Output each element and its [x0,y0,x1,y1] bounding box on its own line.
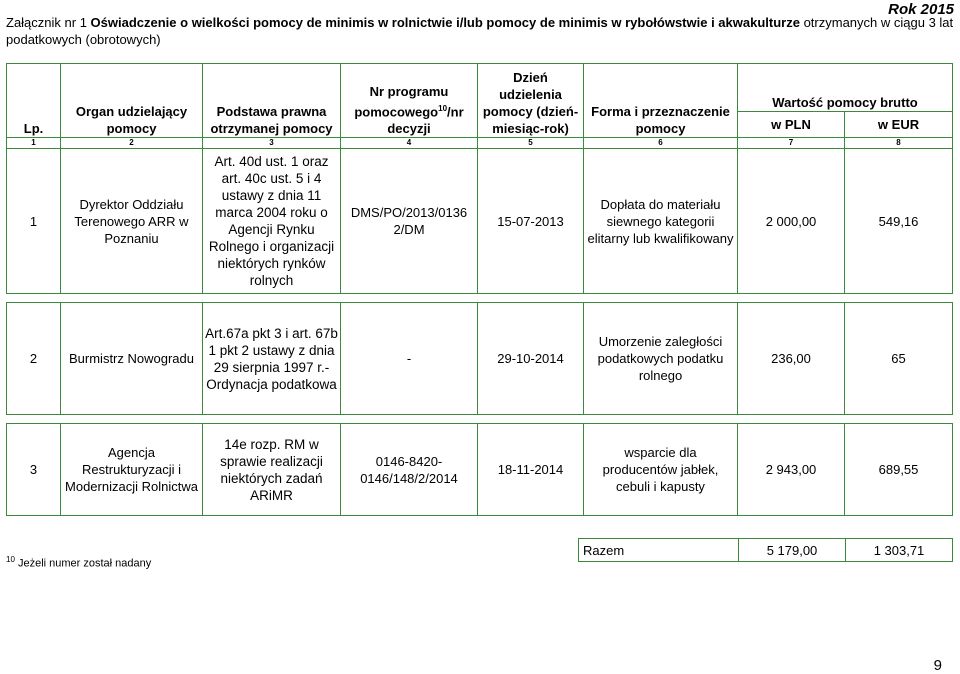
column-numbers-row [7,138,953,149]
header-nr-programu-b: /nr decyzji [387,104,464,136]
cell-pln: 236,00 [738,303,845,415]
sum-table [578,538,953,562]
page-number: 9 [933,657,942,674]
header-lp: Lp. [7,64,61,138]
column-number: 2 [61,138,203,149]
column-number: 8 [845,138,953,149]
cell-organ: Agencja Restrukturyzacji i Modernizacji Rolnictwa [61,424,203,516]
header-wartosc: Wartość pomocy brutto [738,64,953,112]
footnote [6,555,151,570]
separator-row [7,415,953,424]
header-podstawa: Podstawa prawna otrzymanej pomocy [203,64,341,138]
sum-eur: 1 303,71 [846,539,953,562]
cell-nr: 0146-8420-0146/148/2/2014 [341,424,478,516]
sum-pln: 5 179,00 [739,539,846,562]
de-minimis-table [6,63,953,516]
header-nr-programu-sup: 10 [438,103,448,113]
column-number: 5 [478,138,584,149]
cell-pln: 2 000,00 [738,149,845,294]
table-row [7,303,953,415]
column-number: 4 [341,138,478,149]
column-number: 7 [738,138,845,149]
cell-forma: wsparcie dla producentów jabłek, cebuli i kapusty [584,424,738,516]
cell-eur: 549,16 [845,149,953,294]
cell-nr: DMS/PO/2013/0136 2/DM [341,149,478,294]
header-organ: Organ udzielający pomocy [61,64,203,138]
document-title [6,14,956,48]
cell-podstawa: Art.67a pkt 3 i art. 67b 1 pkt 2 ustawy z dnia 29 sierpnia 1997 r.- Ordynacja podatkowa [203,303,341,415]
cell-pln: 2 943,00 [738,424,845,516]
year-label: Rok 2015 [888,1,954,18]
cell-eur: 65 [845,303,953,415]
header-nr-programu-a: Nr programu pomocowego [354,83,449,119]
header-eur: w EUR [845,112,953,138]
column-number: 6 [584,138,738,149]
sum-row [579,539,953,562]
column-number: 3 [203,138,341,149]
cell-podstawa: 14e rozp. RM w sprawie realizacji niektórych zadań ARiMR [203,424,341,516]
cell-nr: - [341,303,478,415]
cell-dzien: 15-07-2013 [478,149,584,294]
cell-forma: Umorzenie zaległości podatkowych podatku rolnego [584,303,738,415]
cell-forma: Dopłata do materiału siewnego kategorii elitarny lub kwalifikowany [584,149,738,294]
cell-organ: Burmistrz Nowogradu [61,303,203,415]
header-dzien: Dzień udzielenia pomocy (dzień-miesiąc-rok) [478,64,584,138]
cell-podstawa: Art. 40d ust. 1 oraz art. 40c ust. 5 i 4 ustawy z dnia 11 marca 2004 roku o Agencji Rynku Rolnego i organizacji niektórych rynków rolnych [203,149,341,294]
cell-lp: 1 [7,149,61,294]
title-bold: Oświadczenie o wielkości pomocy de minimis w rolnictwie i/lub pomocy de minimis w rybołówstwie i akwakulturze [90,15,800,30]
header-forma: Forma i przeznaczenie pomocy [584,64,738,138]
table-row [7,149,953,294]
header-pln: w PLN [738,112,845,138]
cell-organ: Dyrektor Oddziału Terenowego ARR w Poznaniu [61,149,203,294]
cell-dzien: 29-10-2014 [478,303,584,415]
sum-label: Razem [579,539,739,562]
title-suffix: otrzymanych w ciągu 3 lat podatkowych (obrotowych) [6,15,954,47]
column-number: 1 [7,138,61,149]
header-row [7,64,953,112]
cell-lp: 2 [7,303,61,415]
cell-lp: 3 [7,424,61,516]
footnote-marker: 10 [6,555,15,564]
cell-eur: 689,55 [845,424,953,516]
separator-row [7,294,953,303]
table-row [7,424,953,516]
header-nr-programu [341,64,478,138]
footnote-text: Jeżeli numer został nadany [17,557,152,570]
title-prefix: Załącznik nr 1 [6,15,87,30]
cell-dzien: 18-11-2014 [478,424,584,516]
